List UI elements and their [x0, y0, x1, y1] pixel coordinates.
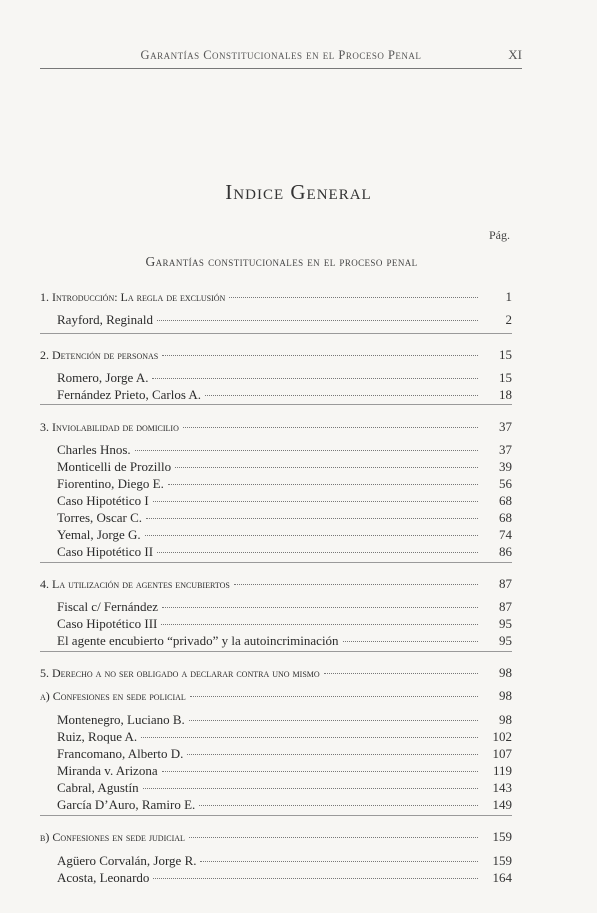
toc-label: b) Confesiones en sede judicial: [40, 830, 185, 844]
dot-leader: [199, 805, 478, 806]
toc-chapter-row: [40, 419, 512, 436]
toc-label: Torres, Oscar C.: [57, 510, 143, 525]
section-divider: [40, 404, 512, 405]
toc-page-number: 159: [492, 829, 512, 844]
section-divider: [40, 333, 512, 334]
toc-entry-row: [40, 797, 512, 814]
dot-leader: [168, 484, 478, 485]
toc-page-number: 87: [499, 599, 512, 614]
dot-leader: [187, 754, 478, 755]
dot-leader: [205, 395, 478, 396]
running-head: Garantías Constitucionales en el Proceso Penal: [140, 48, 422, 62]
toc-page-number: 159: [492, 853, 512, 868]
dot-leader: [162, 771, 478, 772]
dot-leader: [153, 501, 478, 502]
dot-leader: [162, 355, 478, 356]
dot-leader: [146, 518, 478, 519]
toc-entry-row: [40, 712, 512, 729]
toc-page-number: 119: [492, 763, 512, 778]
index-title: Indice General: [225, 180, 372, 204]
toc-entry-row: [40, 544, 512, 561]
toc-page-number: 98: [499, 665, 512, 680]
toc-chapter-row: [40, 347, 512, 364]
dot-leader: [324, 673, 478, 674]
toc-label: El agente encubierto “privado” y la autoincriminación: [57, 633, 339, 648]
dot-leader: [162, 607, 478, 608]
toc-chapter-row: [40, 289, 512, 306]
toc-entry-row: [40, 763, 512, 780]
toc-chapter-row: [40, 829, 512, 846]
toc-page-number: 102: [492, 729, 512, 744]
toc-entry-row: [40, 387, 512, 404]
section-title: Garantías constitucionales en el proceso penal: [145, 254, 418, 269]
toc-label: Agüero Corvalán, Jorge R.: [57, 853, 197, 868]
toc-entry-row: [40, 599, 512, 616]
dot-leader: [145, 535, 478, 536]
toc-entry-row: [40, 527, 512, 544]
dot-leader: [143, 788, 478, 789]
page-folio: XI: [508, 47, 522, 62]
toc-label: 4. La utilización de agentes encubiertos: [40, 577, 230, 591]
dot-leader: [141, 737, 478, 738]
dot-leader: [229, 297, 478, 298]
toc-entry-row: [40, 459, 512, 476]
toc-label: Charles Hnos.: [57, 442, 131, 457]
toc-entry-row: [40, 853, 512, 870]
section-divider: [40, 562, 512, 563]
toc-entry-row: [40, 746, 512, 763]
toc-page-number: 98: [499, 688, 512, 703]
dot-leader: [135, 450, 478, 451]
page-column-label: Pág.: [489, 228, 510, 242]
dot-leader: [175, 467, 478, 468]
toc-entry-row: [40, 633, 512, 650]
toc-entry-row: [40, 493, 512, 510]
toc-label: Rayford, Reginald: [57, 312, 154, 327]
section-divider: [40, 815, 512, 816]
toc-label: Monticelli de Prozillo: [57, 459, 172, 474]
toc-page-number: 15: [499, 347, 512, 362]
dot-leader: [161, 624, 478, 625]
dot-leader: [183, 427, 478, 428]
toc-label: Fernández Prieto, Carlos A.: [57, 387, 202, 402]
toc-entry-row: [40, 870, 512, 887]
dot-leader: [234, 584, 478, 585]
toc-entry-row: [40, 616, 512, 633]
toc-page-number: 39: [499, 459, 512, 474]
toc-label: Yemal, Jorge G.: [57, 527, 141, 542]
dot-leader: [343, 641, 478, 642]
toc-page-number: 95: [499, 633, 512, 648]
toc-chapter-row: [40, 665, 512, 682]
dot-leader: [189, 720, 478, 721]
toc-label: 2. Detención de personas: [40, 348, 159, 362]
toc-label: 1. Introducción: La regla de exclusión: [40, 290, 226, 304]
dot-leader: [190, 696, 478, 697]
toc-label: Caso Hipotético I: [57, 493, 149, 508]
toc-label: Caso Hipotético III: [57, 616, 158, 631]
toc-label: Caso Hipotético II: [57, 544, 154, 559]
section-divider: [40, 651, 512, 652]
toc-page-number: 15: [499, 370, 512, 385]
toc-entry-row: [40, 442, 512, 459]
dot-leader: [153, 878, 478, 879]
toc-page-number: 68: [499, 493, 512, 508]
toc-chapter-row: [40, 576, 512, 593]
toc-page-number: 149: [492, 797, 512, 812]
toc-page-number: 68: [499, 510, 512, 525]
dot-leader: [200, 861, 478, 862]
toc-label: 5. Derecho a no ser obligado a declarar contra uno mismo: [40, 666, 320, 680]
toc-label: Montenegro, Luciano B.: [57, 712, 185, 727]
toc-page-number: 2: [505, 312, 512, 327]
toc-page-number: 143: [492, 780, 512, 795]
toc-label: a) Confesiones en sede policial: [40, 689, 186, 703]
toc-page-number: 18: [499, 387, 512, 402]
toc-page-number: 107: [492, 746, 512, 761]
toc-page-number: 86: [499, 544, 512, 559]
toc-entry-row: [40, 370, 512, 387]
toc-label: Fiscal c/ Fernández: [57, 599, 159, 614]
dot-leader: [157, 552, 478, 553]
dot-leader: [189, 837, 478, 838]
toc-page-number: 98: [499, 712, 512, 727]
toc-page-number: 95: [499, 616, 512, 631]
dot-leader: [157, 320, 478, 321]
toc-label: Romero, Jorge A.: [57, 370, 149, 385]
toc-page-number: 37: [499, 442, 512, 457]
toc-label: Fiorentino, Diego E.: [57, 476, 164, 491]
dot-leader: [152, 378, 478, 379]
toc-label: 3. Inviolabilidad de domicilio: [40, 420, 179, 434]
toc-entry-row: [40, 476, 512, 493]
toc-page-number: 164: [492, 870, 512, 885]
toc-label: Cabral, Agustín: [57, 780, 139, 795]
toc-label: Francomano, Alberto D.: [57, 746, 184, 761]
toc-entry-row: [40, 780, 512, 797]
toc-entry-row: [40, 312, 512, 329]
toc-entry-row: [40, 729, 512, 746]
header-rule: [40, 68, 522, 69]
toc-page-number: 87: [499, 576, 512, 591]
toc-label: Miranda v. Arizona: [57, 763, 158, 778]
toc-page-number: 37: [499, 419, 512, 434]
toc-page-number: 74: [499, 527, 512, 542]
toc-entry-row: [40, 510, 512, 527]
toc-page-number: 1: [505, 289, 512, 304]
toc-page-number: 56: [499, 476, 512, 491]
toc-label: Acosta, Leonardo: [57, 870, 150, 885]
toc-label: Ruiz, Roque A.: [57, 729, 138, 744]
toc-chapter-row: [40, 688, 512, 705]
toc-label: García D’Auro, Ramiro E.: [57, 797, 196, 812]
